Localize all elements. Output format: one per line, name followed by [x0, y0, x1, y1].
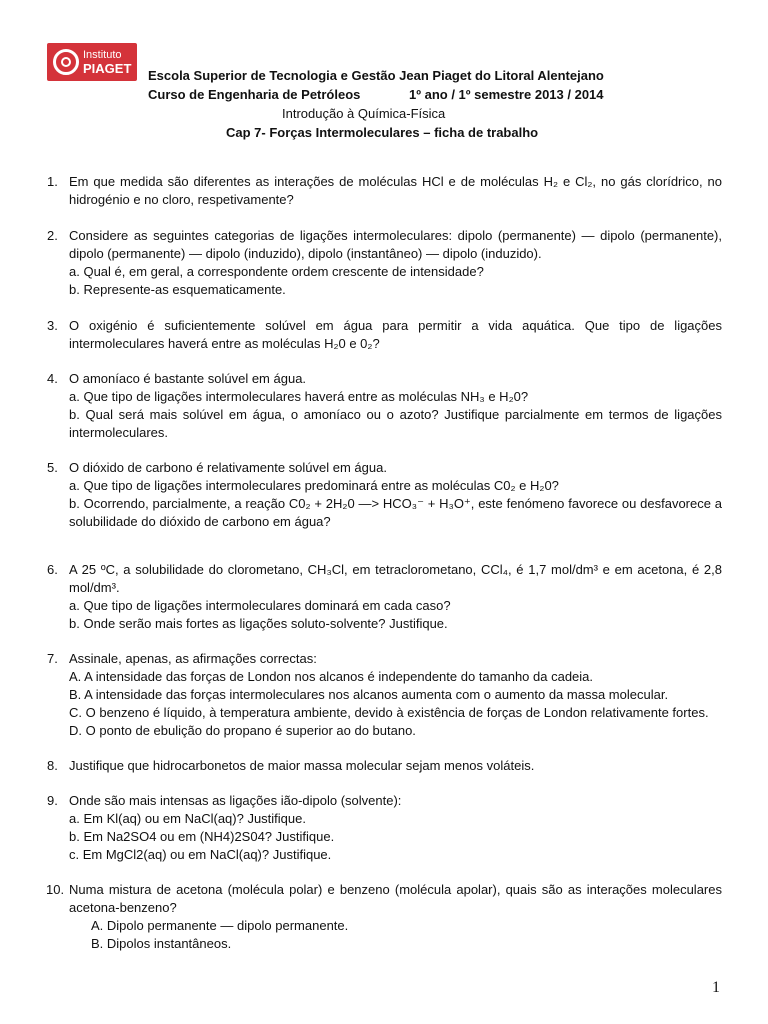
question-text: O dióxido de carbono é relativamente solúvel em água.: [69, 460, 387, 475]
sub-item: a. Em Kl(aq) ou em NaCl(aq)? Justifique.: [69, 811, 306, 826]
sub-item: A. A intensidade das forças de London nos alcanos é independente do tamanho da cadeia.: [69, 669, 594, 684]
question-2: [47, 227, 722, 299]
sub-item: a. Que tipo de ligações intermoleculares predominará entre as moléculas C0₂ e H₂0?: [69, 478, 559, 493]
question-text: Onde são mais intensas as ligações ião-dipolo (solvente):: [69, 793, 402, 808]
question-number: 10.: [46, 882, 65, 897]
question-text: A 25 ºC, a solubilidade do clorometano, CH₃Cl, em tetraclorometano, CCl₄, é 1,7 mol/dm³ e em acetona, é 2,8 mol/dm³.: [69, 562, 722, 595]
institute-logo: [47, 43, 137, 81]
sub-item: C. O benzeno é líquido, à temperatura ambiente, devido à existência de forças de London relativamente fortes.: [69, 705, 709, 720]
question-4: [47, 370, 722, 442]
question-1: [47, 173, 722, 209]
chapter-title: Cap 7- Forças Intermoleculares – ficha de trabalho: [226, 125, 539, 140]
logo-line1: Instituto: [83, 49, 122, 61]
question-number: 2.: [47, 228, 58, 243]
sub-item: b. Onde serão mais fortes as ligações soluto-solvente? Justifique.: [69, 616, 448, 631]
sub-item: a. Que tipo de ligações intermoleculares dominará em cada caso?: [69, 598, 451, 613]
logo-text: [83, 49, 131, 75]
question-text: Em que medida são diferentes as interações de moléculas HCl e de moléculas H₂ e Cl₂, no gás clorídrico, no hidrogénio e no cloro, respetivamente?: [69, 174, 722, 207]
question-text: O amoníaco é bastante solúvel em água.: [69, 371, 307, 386]
question-number: 6.: [47, 562, 58, 577]
question-9: [47, 792, 722, 864]
question-5: [47, 459, 722, 531]
question-number: 8.: [47, 758, 58, 773]
course-name: Curso de Engenharia de Petróleos: [148, 87, 361, 102]
question-7: [47, 650, 722, 740]
question-text: Justifique que hidrocarbonetos de maior massa molecular sejam menos voláteis.: [69, 758, 535, 773]
question-text: O oxigénio é suficientemente solúvel em água para permitir a vida aquática. Que tipo de ligações intermoleculares haverá entre as moléculas H₂0 e 0₂?: [69, 318, 722, 351]
question-number: 1.: [47, 174, 58, 189]
sub-item: b. Em Na2SO4 ou em (NH4)2S04? Justifique.: [69, 829, 335, 844]
school-name: Escola Superior de Tecnologia e Gestão Jean Piaget do Litoral Alentejano: [148, 68, 604, 83]
sub-item: b. Qual será mais solúvel em água, o amoníaco ou o azoto? Justifique parcialmente em termos de ligações intermoleculares.: [69, 407, 722, 440]
logo-icon: [53, 49, 79, 75]
question-number: 4.: [47, 371, 58, 386]
question-number: 5.: [47, 460, 58, 475]
question-text: Assinale, apenas, as afirmações correctas:: [69, 651, 317, 666]
question-text: Numa mistura de acetona (molécula polar) e benzeno (molécula apolar), quais são as interações moleculares acetona-benzeno?: [69, 882, 722, 915]
sub-item: B. A intensidade das forças intermoleculares nos alcanos aumenta com o aumento da massa molecular.: [69, 687, 669, 702]
question-number: 9.: [47, 793, 58, 808]
sub-item: a. Qual é, em geral, a correspondente ordem crescente de intensidade?: [69, 264, 484, 279]
sub-item: A. Dipolo permanente — dipolo permanente.: [91, 918, 349, 933]
sub-item: c. Em MgCl2(aq) ou em NaCl(aq)? Justifique.: [69, 847, 332, 862]
sub-item: b. Represente-as esquematicamente.: [69, 282, 286, 297]
question-6: [47, 561, 722, 633]
question-10: [47, 881, 722, 953]
question-text: Considere as seguintes categorias de ligações intermoleculares: dipolo (permanente) — dipolo (permanente), dipolo (permanente) — dipolo (induzido), dipolo (instantâneo) — dipolo (induzido).: [69, 228, 722, 261]
subject-name: Introdução à Química-Física: [282, 106, 446, 121]
sub-item: D. O ponto de ebulição do propano é superior ao do butano.: [69, 723, 416, 738]
question-list: [47, 173, 722, 953]
sub-item: a. Que tipo de ligações intermoleculares haverá entre as moléculas NH₃ e H₂0?: [69, 389, 529, 404]
question-number: 3.: [47, 318, 58, 333]
sub-item: b. Ocorrendo, parcialmente, a reação C0₂ + 2H₂0 —> HCO₃⁻ + H₃O⁺, este fenómeno favorece ou desfavorece a solubilidade do dióxido de carbono em água?: [69, 496, 722, 529]
sub-item: B. Dipolos instantâneos.: [91, 936, 232, 951]
question-8: [47, 757, 722, 775]
question-3: [47, 317, 722, 353]
page-number: 1: [712, 979, 720, 996]
question-number: 7.: [47, 651, 58, 666]
logo-line2: PIAGET: [83, 61, 132, 76]
academic-year: 1º ano / 1º semestre 2013 / 2014: [409, 87, 604, 102]
